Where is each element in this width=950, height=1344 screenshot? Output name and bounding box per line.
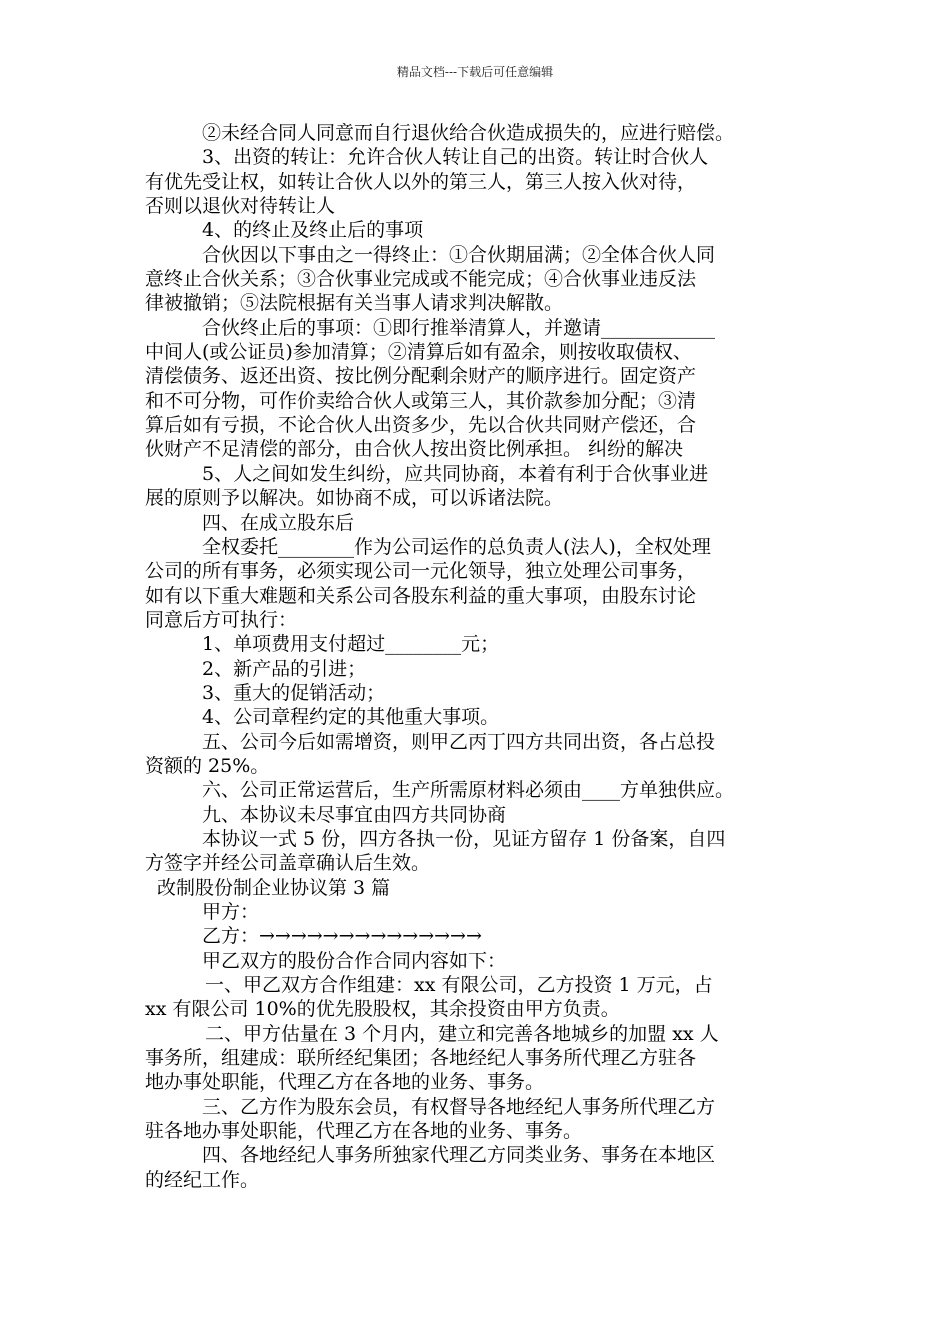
text-line: 事务所，组建成：联所经纪集团；各地经纪人事务所代理乙方驻各 [145, 1047, 697, 1070]
text-line: 清偿债务、返还出资、按比例分配剩余财产的顺序进行。固定资产 [145, 365, 697, 388]
text-line: 六、公司正常运营后，生产所需原材料必须由____方单独供应。 [202, 779, 735, 802]
text-line: ②未经合同人同意而自行退伙给合伙造成损失的，应进行赔偿。 [202, 122, 735, 144]
text-line: 二、甲方估量在 3 个月内，建立和完善各地城乡的加盟 xx 人 [205, 1022, 719, 1045]
text-line: 三、乙方作为股东会员，有权督导各地经纪人事务所代理乙方 [202, 1095, 716, 1118]
text-line: 4、公司章程约定的其他重大事项。 [202, 706, 500, 729]
text-line: 有优先受让权，如转让合伙人以外的第三人，第三人按入伙对待， [145, 170, 697, 193]
text-line: 的经纪工作。 [145, 1168, 260, 1191]
text-line: xx 有限公司 10%的优先股股权，其余投资由甲方负责。 [145, 998, 620, 1021]
text-line: 五、公司今后如需增资，则甲乙丙丁四方共同出资，各占总投 [202, 730, 716, 753]
page-header: 精品文档---下载后可任意编辑 [396, 65, 554, 79]
text-line: 同意后方可执行： [145, 608, 298, 631]
text-line: 本协议一式 5 份，四方各执一份，见证方留存 1 份备案，自四 [202, 827, 726, 850]
text-line: 3、重大的促销活动； [202, 681, 386, 704]
text-line: 全权委托________作为公司运作的总负责人(法人)，全权处理 [202, 535, 711, 558]
text-line: 3、出资的转让：允许合伙人转让自己的出资。转让时合伙人 [202, 146, 709, 169]
text-line: 九、本协议未尽事宜由四方共同协商 [202, 803, 507, 826]
text-line: 驻各地办事处职能，代理乙方在各地的业务、事务。 [145, 1120, 583, 1143]
text-line: 律被撤销；⑤法院根据有关当事人请求判决解散。 [145, 292, 564, 315]
text-line: 意终止合伙关系；③合伙事业完成或不能完成；④合伙事业违反法 [145, 268, 697, 291]
text-line: 如有以下重大难题和关系公司各股东利益的重大事项，由股东讨论 [145, 584, 697, 607]
text-line: 资额的 25%。 [145, 754, 270, 777]
text-line: 四、各地经纪人事务所独家代理乙方同类业务、事务在本地区 [202, 1144, 716, 1167]
text-line: 2、新产品的引进； [202, 657, 367, 680]
text-line: 方签字并经公司盖章确认后生效。 [145, 852, 431, 875]
text-line: 伙财产不足清偿的部分，由合伙人按出资比例承担。 纠纷的解决 [145, 438, 684, 461]
text-line: 甲乙双方的股份合作合同内容如下： [202, 949, 507, 972]
text-line: 合伙因以下事由之一得终止：①合伙期届满；②全体合伙人同 [202, 243, 716, 266]
text-line: 地办事处职能，代理乙方在各地的业务、事务。 [145, 1071, 545, 1094]
text-line: 5、人之间如发生纠纷，应共同协商，本着有利于合伙事业进 [202, 462, 709, 485]
document-body [145, 121, 825, 1192]
text-line: 算后如有亏损，不论合伙人出资多少，先以合伙共同财产偿还，合 [145, 414, 697, 437]
text-line: 中间人(或公证员)参加清算；②清算后如有盈余，则按收取债权、 [145, 341, 692, 364]
text-line: 否则以退伙对待转让人 [145, 195, 336, 218]
text-line: 甲方： [202, 901, 260, 923]
text-line: 4、的终止及终止后的事项 [202, 219, 424, 242]
text-line: 展的原则予以解决。如协商不成，可以诉诸法院。 [145, 487, 564, 510]
text-line: 改制股份制企业协议第 3 篇 [157, 876, 391, 899]
text-line: 一、甲乙双方合作组建：xx 有限公司，乙方投资 1 万元，占 [205, 974, 713, 997]
text-line: 乙方：→→→→→→→→→→→→→→ [202, 925, 482, 948]
text-line: 和不可分物，可作价卖给合伙人或第三人，其价款参加分配；③清 [145, 389, 697, 412]
text-line: 合伙终止后的事项：①即行推举清算人，并邀请____________ [202, 316, 716, 339]
text-line: 四、在成立股东后 [202, 511, 355, 534]
text-line: 1、单项费用支付超过________元； [202, 633, 500, 656]
text-line: 公司的所有事务，必须实现公司一元化领导，独立处理公司事务， [145, 560, 697, 583]
